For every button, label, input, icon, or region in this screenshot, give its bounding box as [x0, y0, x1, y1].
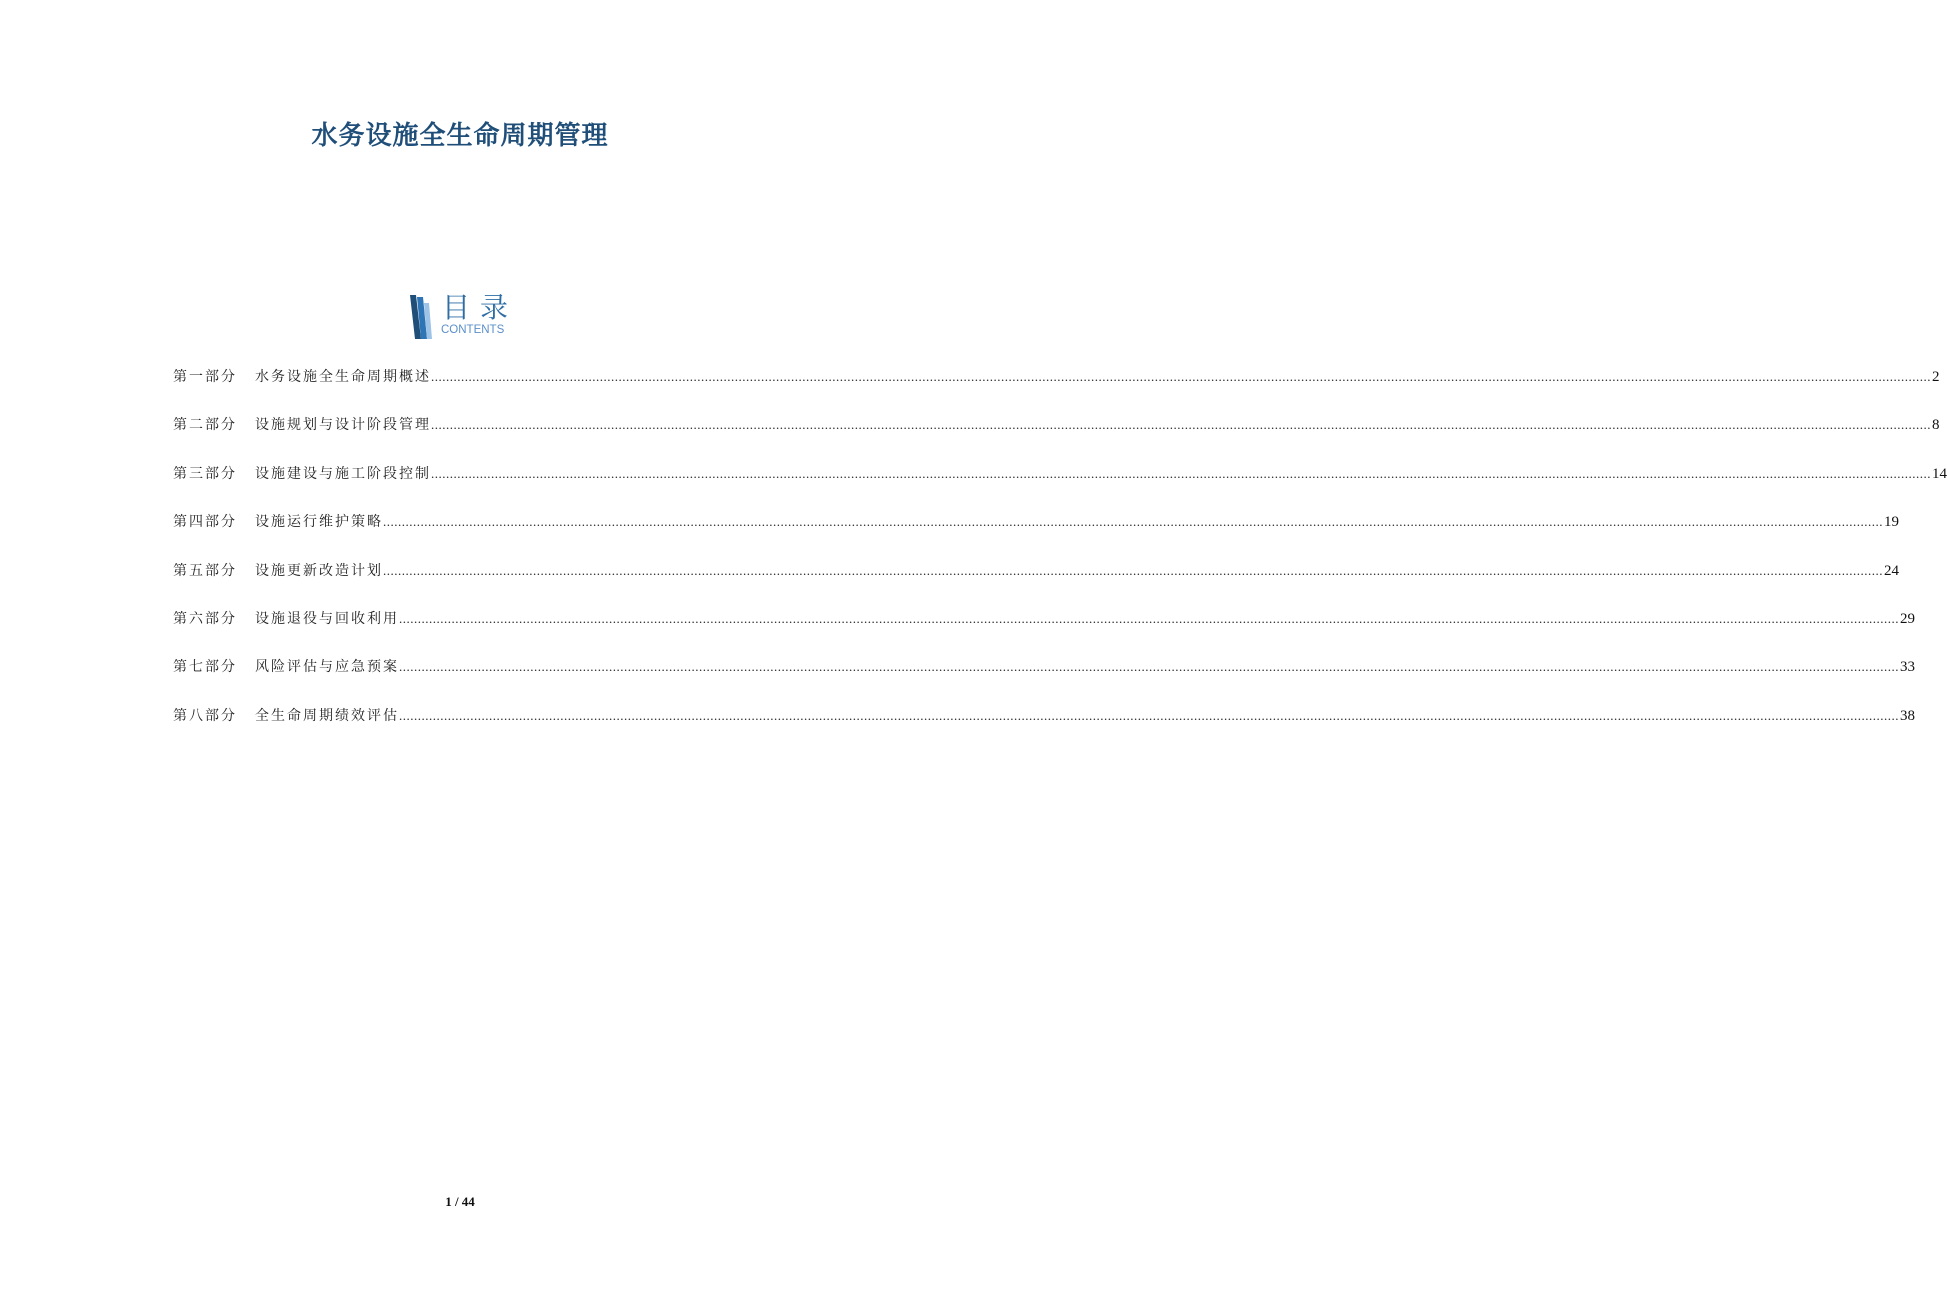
toc-part-label: 第五部分 — [173, 562, 237, 579]
toc-entry[interactable] — [173, 703, 1915, 751]
toc-part-label: 第一部分 — [173, 369, 237, 385]
toc-entry-title: 设施建设与施工阶段控制 — [255, 465, 431, 482]
toc-entry[interactable] — [173, 606, 1915, 654]
toc-title: 目录 — [442, 291, 519, 324]
toc-entry-title: 设施规划与设计阶段管理 — [255, 417, 431, 434]
toc-dot-leader: ................................................................................................................................................................................................................................................................................................................................................................................................................ — [399, 659, 1899, 675]
toc-header — [408, 292, 538, 340]
toc-list — [173, 364, 1947, 751]
toc-dot-leader: ................................................................................................................................................................................................................................................................................................................................................................................................................ — [431, 465, 1931, 481]
toc-dot-leader: ................................................................................................................................................................................................................................................................................................................................................................................................................ — [383, 562, 1883, 578]
toc-part-label: 第四部分 — [173, 514, 237, 531]
toc-dot-leader: ................................................................................................................................................................................................................................................................................................................................................................................................................ — [383, 514, 1883, 530]
document-title: 水务设施全生命周期管理 — [311, 121, 609, 151]
toc-dot-leader: ................................................................................................................................................................................................................................................................................................................................................................................................................ — [399, 610, 1899, 626]
toc-entry[interactable] — [173, 461, 1947, 509]
toc-entry[interactable] — [173, 558, 1899, 606]
book-stripes-icon — [408, 295, 434, 339]
toc-entry-title: 设施运行维护策略 — [255, 514, 383, 531]
toc-part-label: 第七部分 — [173, 659, 237, 676]
toc-part-label: 第六部分 — [173, 610, 237, 627]
toc-part-label: 第三部分 — [173, 465, 237, 482]
toc-entry[interactable] — [173, 654, 1915, 702]
page-number-footer: 1 / 44 — [445, 1194, 475, 1209]
toc-page-number: 24 — [1884, 562, 1899, 579]
toc-page-number: 19 — [1884, 514, 1899, 531]
toc-entry-title: 水务设施全生命周期概述 — [255, 369, 431, 385]
toc-page-number: 38 — [1900, 707, 1915, 724]
toc-entry-title: 设施更新改造计划 — [255, 562, 383, 579]
toc-page-number: 29 — [1900, 610, 1915, 627]
toc-page-number: 33 — [1900, 659, 1915, 676]
toc-subtitle: CONTENTS — [441, 324, 505, 336]
toc-entry[interactable] — [173, 412, 1940, 460]
toc-dot-leader: ................................................................................................................................................................................................................................................................................................................................................................................................................ — [431, 417, 1931, 433]
toc-entry[interactable] — [173, 509, 1899, 557]
toc-dot-leader: ................................................................................................................................................................................................................................................................................................................................................................................................................ — [399, 707, 1899, 723]
toc-entry-title: 设施退役与回收利用 — [255, 610, 399, 627]
toc-page-number: 14 — [1932, 465, 1947, 482]
toc-page-number: 2 — [1932, 369, 1940, 385]
toc-page-number: 8 — [1932, 417, 1940, 434]
toc-part-label: 第二部分 — [173, 417, 237, 434]
toc-entry-title: 全生命周期绩效评估 — [255, 707, 399, 724]
toc-entry[interactable] — [173, 364, 1940, 412]
toc-entry-title: 风险评估与应急预案 — [255, 659, 399, 676]
toc-dot-leader: ................................................................................................................................................................................................................................................................................................................................................................................................................ — [431, 369, 1931, 384]
toc-part-label: 第八部分 — [173, 707, 237, 724]
